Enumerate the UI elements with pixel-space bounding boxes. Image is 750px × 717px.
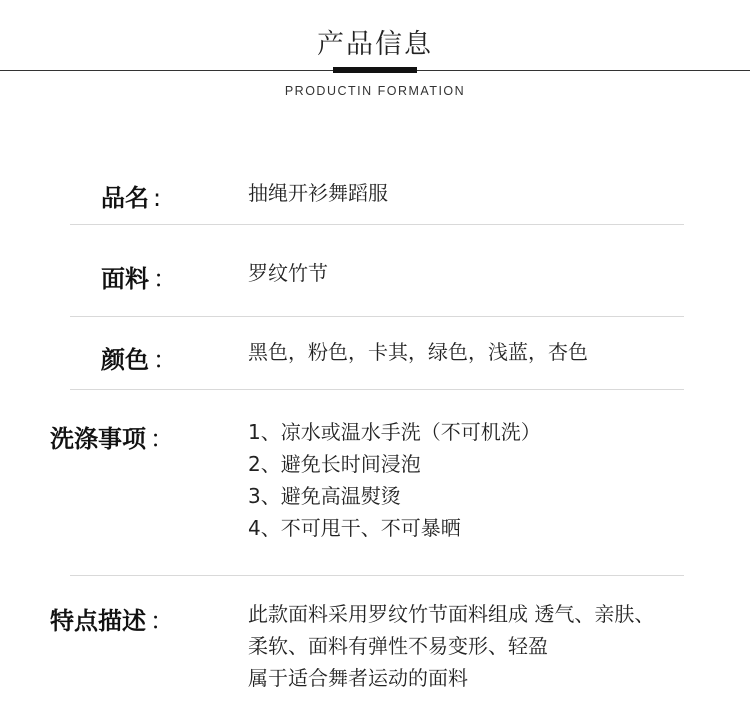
value-line: 1、凉水或温水手洗（不可机洗） — [248, 420, 541, 444]
page-subtitle: PRODUCTIN FORMATION — [284, 84, 466, 98]
value-line: 抽绳开衫舞蹈服 — [248, 181, 388, 205]
value-line: 黑色，粉色，卡其，绿色，浅蓝，杏色 — [248, 340, 588, 364]
label-colon: : — [153, 184, 162, 212]
label-features-text: 特点描述 — [50, 607, 146, 635]
title-underline-accent — [333, 67, 417, 73]
separator — [70, 575, 684, 576]
value-line: 4、不可甩干、不可暴晒 — [248, 516, 461, 540]
label-colon: ： — [153, 346, 177, 374]
label-fabric — [101, 259, 177, 294]
value-features — [248, 598, 654, 694]
separator — [70, 316, 684, 317]
label-fabric-text: 面料 — [101, 265, 149, 293]
label-washing-text: 洗涤事项 — [50, 425, 146, 453]
value-line: 2、避免长时间浸泡 — [248, 452, 421, 476]
value-line: 3、避免高温熨烫 — [248, 484, 401, 508]
value-line: 柔软、面料有弹性不易变形、轻盈 — [248, 634, 548, 658]
page-title: 产品信息 — [317, 29, 433, 60]
value-color — [248, 336, 588, 368]
label-colon: ： — [150, 425, 174, 453]
label-features — [50, 601, 174, 636]
label-color-text: 颜色 — [101, 346, 149, 374]
label-color — [101, 340, 177, 375]
value-line: 罗纹竹节 — [248, 261, 328, 285]
label-product-name — [101, 178, 161, 213]
separator — [70, 224, 684, 225]
value-washing — [248, 416, 541, 544]
value-line: 属于适合舞者运动的面料 — [248, 666, 468, 690]
label-washing — [50, 419, 174, 454]
value-fabric — [248, 257, 328, 289]
label-colon: ： — [153, 265, 177, 293]
separator — [70, 389, 684, 390]
label-colon: ： — [150, 607, 174, 635]
label-product-name-text: 品名 — [101, 184, 149, 212]
value-line: 此款面料采用罗纹竹节面料组成 透气、亲肤、 — [248, 602, 655, 626]
value-product-name — [248, 177, 388, 209]
